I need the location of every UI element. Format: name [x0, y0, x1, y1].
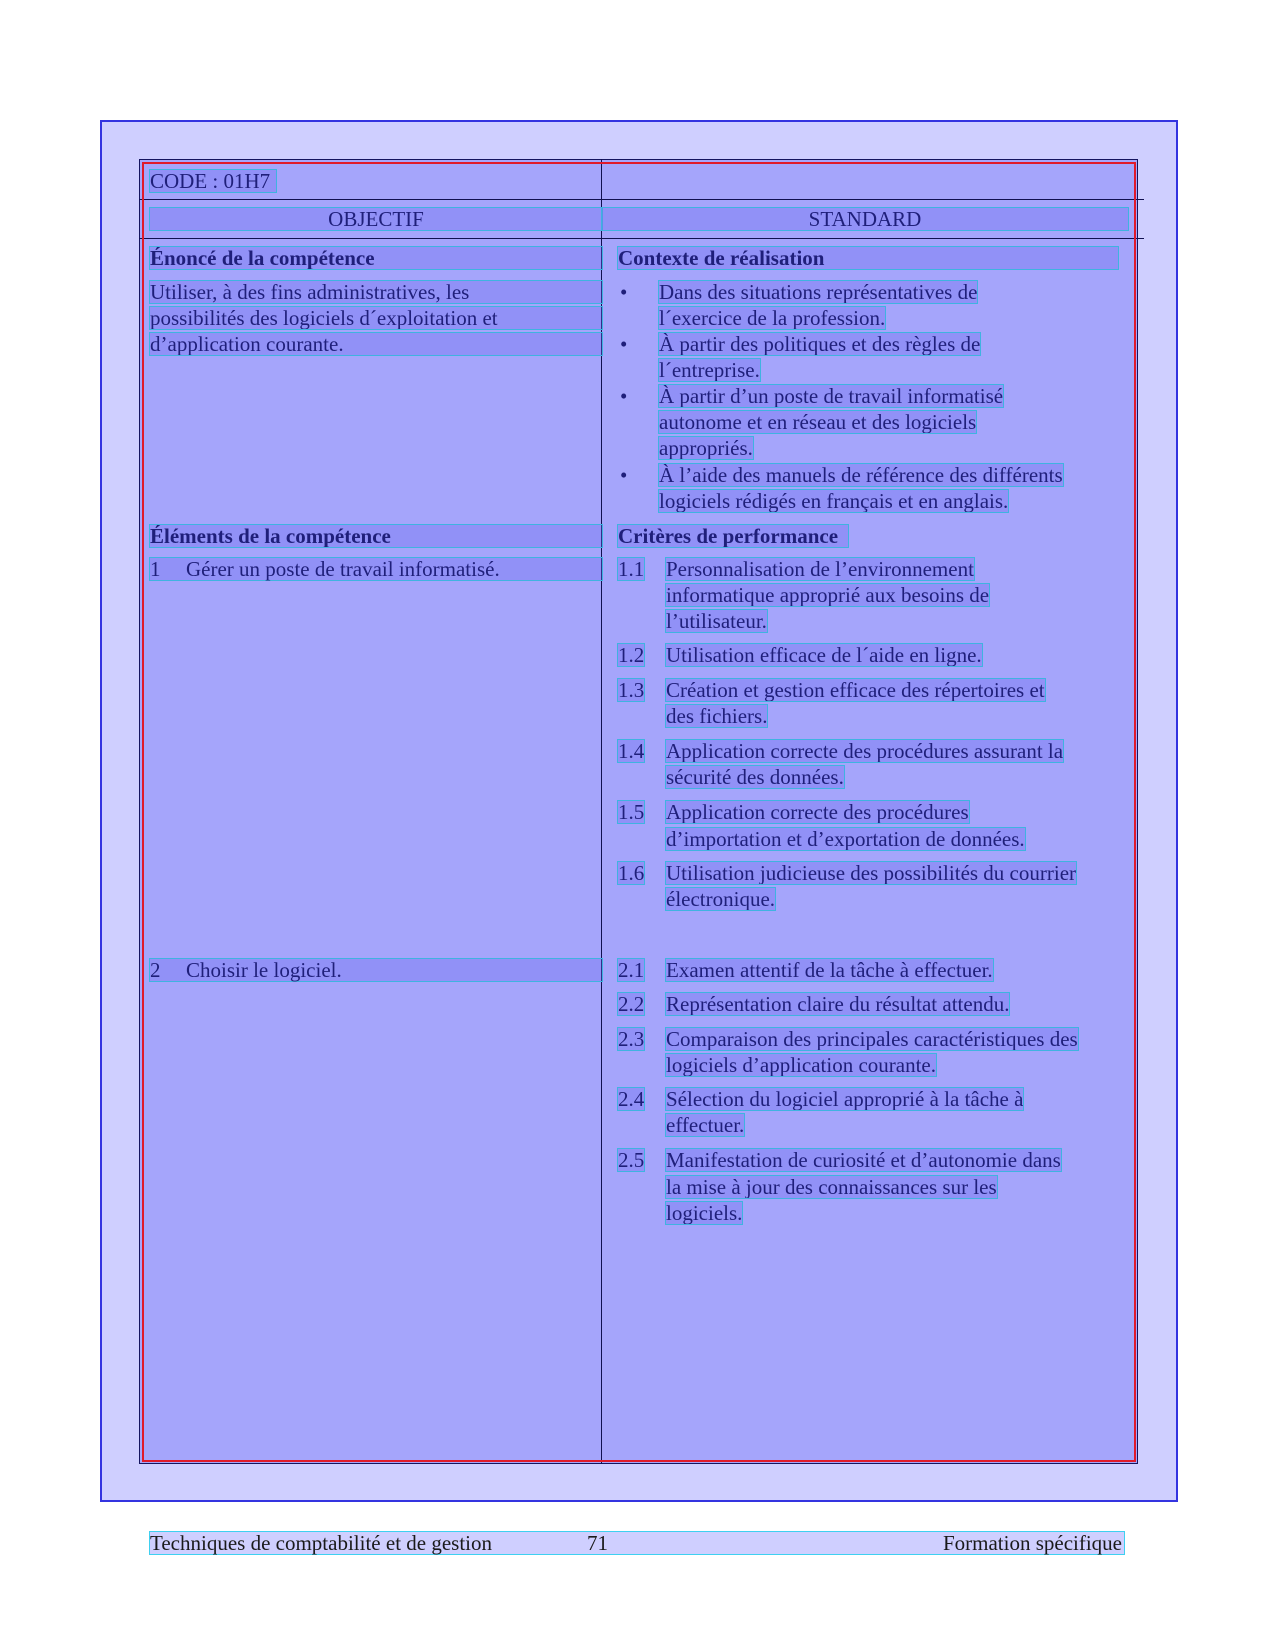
critere-line: Utilisation efficace de l´aide en ligne. — [666, 643, 982, 667]
enonce-line: Utiliser, à des fins administratives, les — [150, 281, 602, 303]
bullet-icon: • — [620, 332, 628, 356]
bullet-icon: • — [620, 463, 628, 487]
code-label: CODE : 01H7 — [150, 170, 276, 192]
contexte-line: À l’aide des manuels de référence des différents — [659, 463, 1063, 487]
critere-number: 2.1 — [618, 958, 645, 982]
footer-section: Formation spécifique — [942, 1531, 1122, 1555]
elements-title: Éléments de la compétence — [150, 525, 602, 547]
critere-number: 1.1 — [618, 557, 645, 581]
contexte-title: Contexte de réalisation — [618, 247, 1118, 269]
critere-line: Manifestation de curiosité et d’autonomie dans — [666, 1148, 1061, 1172]
critere-line: la mise à jour des connaissances sur les — [666, 1175, 997, 1199]
page-footer — [150, 1532, 1124, 1554]
critere-line: effectuer. — [666, 1113, 745, 1137]
contexte-line: Dans des situations représentatives de — [659, 280, 978, 304]
bullet-icon: • — [620, 280, 628, 304]
contexte-line: appropriés. — [659, 436, 753, 460]
critere-line: sécurité des données. — [666, 765, 844, 789]
critere-line: Application correcte des procédures — [666, 800, 969, 824]
critere-number: 1.4 — [618, 739, 645, 763]
critere-line: Création et gestion efficace des répertoires et — [666, 678, 1045, 702]
critere-number: 1.6 — [618, 861, 645, 885]
objectif-header: OBJECTIF — [150, 208, 602, 230]
critere-number: 2.4 — [618, 1087, 645, 1111]
criteres-title: Critères de performance — [618, 525, 848, 547]
critere-line: électronique. — [666, 887, 776, 911]
critere-line: Application correcte des procédures assurant la — [666, 739, 1064, 763]
contexte-line: logiciels rédigés en français et en anglais. — [659, 489, 1009, 513]
contexte-line: À partir d’un poste de travail informatisé — [659, 384, 1004, 408]
element-item-1 — [150, 558, 602, 580]
enonce-line: possibilités des logiciels d´exploitation et — [150, 307, 602, 329]
bullet-icon: • — [620, 384, 628, 408]
footer-page-number: 71 — [587, 1531, 608, 1555]
enonce-line: d’application courante. — [150, 333, 602, 355]
critere-number: 2.3 — [618, 1027, 645, 1051]
critere-line: logiciels. — [666, 1201, 743, 1225]
critere-line: Utilisation judicieuse des possibilités du courrier — [666, 861, 1077, 885]
critere-line: Comparaison des principales caractéristiques des — [666, 1027, 1078, 1051]
critere-line: logiciels d’application courante. — [666, 1053, 936, 1077]
element-number: 1 — [150, 557, 161, 581]
row-divider-code — [139, 199, 1144, 200]
critere-number: 2.5 — [618, 1148, 645, 1172]
contexte-line: l´entreprise. — [659, 358, 760, 382]
footer-program: Techniques de comptabilité et de gestion — [150, 1531, 493, 1555]
critere-number: 1.5 — [618, 800, 645, 824]
critere-line: informatique approprié aux besoins de — [666, 583, 990, 607]
element-text: Choisir le logiciel. — [186, 958, 342, 982]
row-divider-headers — [139, 238, 1144, 239]
element-text: Gérer un poste de travail informatisé. — [186, 557, 500, 581]
critere-line: Représentation claire du résultat attendu. — [666, 992, 1010, 1016]
critere-number: 2.2 — [618, 992, 645, 1016]
critere-number: 1.2 — [618, 643, 645, 667]
contexte-line: À partir des politiques et des règles de — [659, 332, 981, 356]
element-item-2 — [150, 959, 602, 981]
enonce-title: Énoncé de la compétence — [150, 247, 602, 269]
critere-line: Examen attentif de la tâche à effectuer. — [666, 958, 993, 982]
element-number: 2 — [150, 958, 161, 982]
critere-number: 1.3 — [618, 678, 645, 702]
contexte-line: autonome et en réseau et des logiciels — [659, 410, 977, 434]
critere-line: des fichiers. — [666, 704, 768, 728]
standard-header: STANDARD — [602, 208, 1128, 230]
critere-line: d’importation et d’exportation de données. — [666, 827, 1025, 851]
critere-line: Personnalisation de l’environnement — [666, 557, 974, 581]
contexte-line: l´exercice de la profession. — [659, 306, 886, 330]
critere-line: Sélection du logiciel approprié à la tâche à — [666, 1087, 1024, 1111]
critere-line: l’utilisateur. — [666, 609, 767, 633]
